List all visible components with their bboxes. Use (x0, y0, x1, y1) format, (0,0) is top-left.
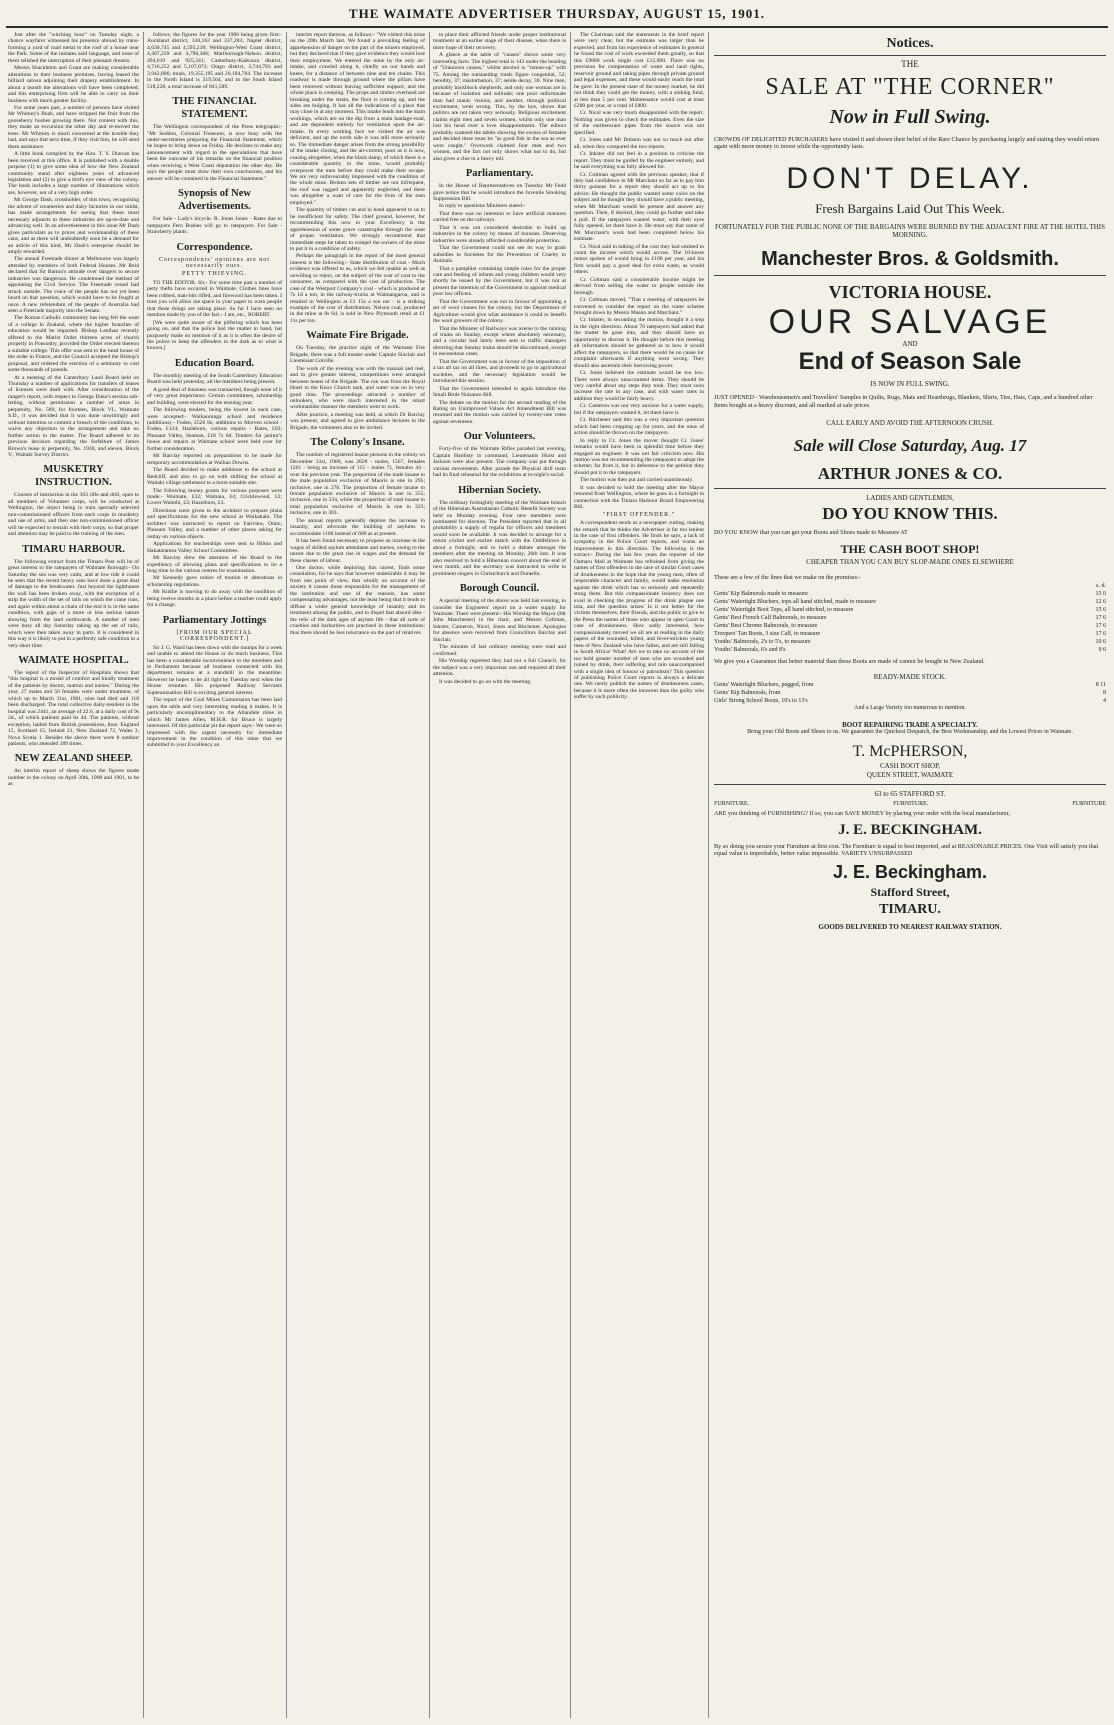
article-paragraph: The motion was then put and carried unanimously. (580, 477, 694, 484)
article-heading: Parliamentary. (465, 168, 534, 180)
and-word: AND (902, 339, 918, 348)
furniture-word: FURNITURE. (714, 800, 750, 807)
price-value: 17 6 (1095, 630, 1106, 637)
column-3 (290, 32, 425, 1718)
price-item: Gents' Best Chrome Balmorals, to measure (714, 622, 818, 629)
column-divider (708, 32, 709, 1718)
article-paragraph: That the Minister of Railways was averse to the running of trains on Sunday, except where absolutely necessary, and a circular had lately been sent to traffic managers directing that Sunday trains should be discontinued, except in necessitous cases. (433, 325, 566, 358)
article-heading: Our Volunteers. (463, 431, 536, 443)
article-paragraph: After practice, a meeting was held, at which Dr Barclay was present, and agreed to give ambulance lectures to the Brigade, the volunteers also to be invited. (290, 411, 425, 431)
article-paragraph: Sir J. G. Ward has been down with the mumps for a week and unable to attend the House or do much business. This has been a considerable inconvenience to the members and to Parliament because all business connected with his department remains at a standstill in the meantime. However he hopes to be all right by Tuesday next when the House resumes. His proposed Railway Servants Superannuation Bill is exciting general interest. (147, 644, 282, 696)
article-paragraph: Cr. Coltman agreed with the previous speaker, that if they had confidence in Mr Marchant so far as to pay him thirty guineas for a report they should act up to his advice. He thought the public wanted some voice on the subject and he thought they should have a public meeting, when Mr Marchant would be present and answer any question. Then, if desired, they could go further and take a poll. If the ratepayers wanted water, with their eyes fully opened, let them have it. He must say that some of Mr Marchant's work had been completed below his estimate. (574, 171, 704, 243)
fortunate-text: FORTUNATELY FOR THE PUBLIC NONE OF THE BARGAINS WERE BURNED BY THE ADJACENT FIRE AT THE HOTEL THIS MORNING. (714, 222, 1106, 240)
price-row (714, 614, 1106, 622)
cash-boot-shop: THE CASH BOOT SHOP! (840, 541, 980, 556)
article-paragraph: An interim report of sheep shows the figures made number in the colony on April 30th, 1900 and 1901, to be as (8, 768, 139, 788)
article-paragraph: For Sale - Lady's bicycle. R. Jones Jones - Rates due to ratepayers Fern Bushes will go to ratepayers. For Sale - Strawberry plants. (147, 216, 282, 236)
price-value: 12 6 (1095, 598, 1106, 605)
price-value: 4 (1103, 698, 1106, 705)
article-paragraph: interim report thereon, as follows:- "We visited this mine on the 20th March last. We found a prevailing feeling of apprehension of danger on the part of the miners employed, but they declared that if they gave evidence they would lose their employment. We entered the mine by the only air-intake, and crawled along it, chiefly on our hands and knees, for a distance of between nine and ten chains. This roadway is made through ground where the pillars have been removed without leaving sufficient support, and the whole place is creeping. The props and timber overhead are breaking under the strain, the floor is coming up, and the sides are bulging. It has all the indications of a place that may close in at any moment. This intake leads into the main workings, which are on the dip from a main haulage-road, and are dependent entirely for ventilation upon the air-intake. In every working face we visited the air was deficient, and up the north side it was still more seriously so. The immediate danger arises from the strong possibility of the intake closing, and the air-current, poor as it is now, ceasing altogether, when the black damp, of which there is a considerable quantity in the mine, would probably overpower the men before they could make their escape. We are very unfavourably impressed with the condition of the whole mine. Broken sets of timber are not infrequent, the roof was ragged and apparently neglected, and there was altogether a want of care for the lives of the men employed." (290, 32, 425, 206)
article-paragraph: One doctor, while deploring this unrest, finds some consolation, for he says that however undesirable it may be from one point of view, that wholly on account of the anxiety it causes those responsible for the management of the institution and one of the reasons, has some compensating advantages, not the least being that it tends to diffuse a wider general knowledge of insanity and its treatment among the public, and to dispel that absurd idea - the relic of the dark ages of asylum life - that all sorts of cruelties and barbarities are practised in these institutions; thus there should be less reluctance on the part of relatives (290, 564, 425, 636)
price-item: Gents' Kip Balmorals made to measure (714, 590, 808, 597)
article-paragraph: Mr Barclay reported on preparations to be made for temporary accommodation at Waihao Downs. (147, 453, 282, 466)
corner-swing: Now in Full Swing. (829, 106, 991, 129)
article-paragraph: It was decided to hold the meeting after the Mayor returned from Wellington, where he goes in a fortnight in connection with the Timaru Harbour Board Empowering Bill. (574, 484, 704, 511)
ladies-gentlemen: LADIES AND GENTLEMEN, (866, 494, 954, 503)
arthur-jones: ARTHUR JONES & CO. (817, 464, 1003, 484)
article-paragraph: Messrs Shackleton and Grant are making considerable alterations to their business premises, having leased the billiard saloon adjoining their drapery establishment. In about a month the alterations will have been completed, and this enterprising firm will be able to carry on their business with much greater facility. (8, 65, 139, 104)
price-value: 15 6 (1095, 606, 1106, 613)
article-paragraph: The following money grants for various purposes were made:- Waimate, £32; Waituna, £4; Cricklewood, £2; Lower Waitohi, £3; Hazelburn, £3. (147, 487, 282, 507)
mcpherson-address: QUEEN STREET, WAIMATE (866, 770, 954, 779)
price-row (714, 590, 1106, 598)
article-paragraph: On Tuesday, the practice night of the Waimate Fire Brigade, there was a full muster under Captain Sinclair and Lieutenant Colville. (290, 345, 425, 365)
column-1 (8, 32, 139, 1718)
article-paragraph: Mr Barclay drew the attention of the Board to the expediency of allowing plans and specifications to lie a long time in the various centres for examination. (147, 555, 282, 574)
price-row (714, 646, 1106, 654)
article-paragraph: The ordinary fortnightly meeting of the Waimate branch of the Hibernian Australasian Catholic Benefit Society was held on Monday evening. Four new members were nominated for election. The President reported that in all probability a supply of regalia for officers and members would soon be available. It was decided to arrange for a return cricket and euchre match with the Oddfellows in about a fortnight, and to hold a debate amongst the members after the meeting on Monday, 26th inst. It was also resolved to hold a Hibernian concert about the end of next month, and the secretary was instructed to write to prominent singers in Christchurch and Dunedin. (433, 499, 566, 577)
just-opened-text: JUST OPENED - Warehousemen's and Travellers' Samples in Quilts, Rugs, Mats and Hearthrugs, Blankets, Shirts, Ties, Hats, Caps, and a hundred other Items bought at a heavy discount, and all marked at sale prices. (714, 394, 1093, 409)
article-heading: WAIMATE HOSPITAL. (18, 654, 129, 666)
article-paragraph: [We were quite aware of the pilfering which has been going on, and that the police had the matter in hand, but purposely made no mention of it as it is often the desire of the police to keep the offenders in the dark as to what is known.] (147, 319, 282, 352)
article-paragraph: Cr. Nicol said in talking of the cost they had omitted to count the income which would accrue. The 10-horse motor spoken of would bring in £100 per year, and his firm would pay a good deal for extra water, as would others. (574, 243, 704, 276)
article-subheading: Correspondents' opinions are not necessarily ours. (159, 256, 270, 269)
article-paragraph: The quantity of timber cut and in hand appeared to us to be insufficient for safety. The chief ground, however, for recommending this now to your Excellency is the apprehension of some grave catastrophe through the want of proper ventilation. We strongly recommend that immediate steps be taken to compel the owners of the mine to put it in a condition of safety. (290, 207, 425, 252)
beckingham-name: J. E. BECKINGHAM. (838, 821, 982, 838)
column-divider (570, 32, 571, 1718)
article-paragraph: Cr. Cameron was not very anxious for a water supply, but if the ratepayers wanted it, let them have it. (574, 403, 704, 416)
lines-intro: These are a few of the lines that we make on the premises:- (714, 574, 861, 582)
stafford-address: 63 to 65 STAFFORD ST. (874, 790, 946, 799)
column-2 (147, 32, 282, 1718)
corner-crowds-text: CROWDS OF DELIGHTED PURCHASERS have visited it and shown their belief of the Rare Chance by purchasing largely and stating they would return again with more money to invest while the opportunity lasts. (714, 136, 1100, 151)
call-early: CALL EARLY AND AVOID THE AFTERNOON CRUSH. (826, 418, 994, 427)
article-paragraph: The debate on the motion for the second reading of the Rating on Unimproved Values Act Amendment Bill was resumed and the motion was carried by twenty-one votes against seventeen. (433, 399, 566, 425)
manchester-name: Manchester Bros. & Goldsmith. (761, 247, 1059, 270)
corner-sale-heading: SALE AT "THE CORNER" (765, 74, 1055, 101)
article-paragraph: Mr Kennedy gave notice of motion re alterations in scholarship regulations. (147, 575, 282, 588)
ready-made-heading: READY-MADE STOCK. (873, 672, 947, 681)
article-paragraph: A correspondent sends us a newspaper cutting, making the remark that he thinks the Advertiser is far too lenient in the case of first offenders. He finds he says, a lack of sympathy in the Police Court reports, and wants an improvement in this direction. The following is the extract:- During the last few years the reporter of the Oamaru Mail at Waimate has refrained from giving the names of first offenders in the case of similar Court cases of drunkenness in the hope that the young men, often of respectable character and family, would make resolution against the drink which has so seriously and repeatedly stung them. But this compassionate leniency does not avail in checking the progress of the drink plague one iota, and the question arises: Is it not better for the victims themselves, their friends, and the public to give to the Press the names of those who appear in open Court in case of drunkenness. How sadly interested, how compassionately moved we all are at reading in the daily papers of the wounded, killed, and fever-stricken young men of New Zealand who have fallen, and are still falling in South Africa! What! Are we to take no account of the too bold greater number of men who are wounded and ruined by drink, their suffering and ruin unaccompanied with a single idea of honour or patriotism? This question of publishing Police Court reports is always a delicate one. We rarely publish the names of drunkenness cases, because it is more often the innocent than the guilty who suffer by such publicity. (574, 520, 704, 701)
bring-boots-text: Bring your Old Boots and Shoes to us. We guarantee the Quickest Despatch, the Best Workmanship, and the Lowest Prices in Waimate. (747, 729, 1073, 736)
article-paragraph: A good deal of business was transacted, though none of it of very great importance. Certain committees, scholarship and building, were elected for the ensuing year. (147, 386, 282, 406)
article-paragraph: In the House of Representatives on Tuesday Mr Fedd gave notice that he would introduce the Juvenile Smoking Suppression Bill. (433, 183, 566, 202)
article-paragraph: to place their afflicted friends under proper institutional treatment at an earlier stage of their disease, when there is more hope of their recovery. (433, 32, 566, 51)
article-paragraph: In reply to Cr. Jones the mover thought Cr. Jones' remarks would have been in splendid time before they engaged an engineer. It was not fair criticism now. His motion was not recommending the ratepayers to adopt the scheme; far from it, but in deference to the petition they should put it to the ratepayers. (574, 437, 704, 476)
price-item: Gents' Watertight Bluchers, pegged, from (714, 682, 814, 689)
article-heading: The Colony's Insane. (310, 437, 405, 449)
article-subheading: PETTY THIEVING. (182, 271, 247, 278)
article-paragraph: The number of registered insane persons in the colony on December 31st, 1900, was 2828 - males, 1567, females 1261 - being an increase of 115 - males 71, females 44 - over the previous year. The proportion of the male insane to the male population exclusive of Maoris is one in 295; inclusive, one in 276. The proportion of female insane to female population exclusive of Maoris is one in 355; inclusive, one in 334, while the proportion of total insane to total population exclusive of Maoris is one in 323; inclusive, one in 303. (290, 452, 425, 517)
article-paragraph: That it was not considered desirable to build up industries in the colony by means of bonuses. Deserving industries were already afforded considerable protection. (433, 224, 566, 244)
article-heading: NEW ZEALAND SHEEP. (14, 753, 133, 765)
article-paragraph: The minutes of last ordinary meeting were read and confirmed. (433, 644, 566, 657)
goods-delivered: GOODS DELIVERED TO NEAREST RAILWAY STATION. (818, 923, 1002, 932)
bargains-line: Fresh Bargains Laid Out This Week. (815, 200, 1005, 216)
article-paragraph: That the Government intended to again introduce the Small Birds Nuisance Bill. (433, 385, 566, 399)
article-paragraph: A little book compiled by the Hon. T. Y. Duncan has been received at this office. It is published with a double purpose (1) to give some idea of how the New Zealand community stand after eighteen years of advanced legislation and (2) to give a bird's eye view of the colony. The book includes a large number of illustrations which are, however, not of a very high order. (8, 151, 139, 196)
beckingham-script: J. E. Beckingham. (832, 862, 988, 883)
article-heading: Parliamentary Jottings (162, 614, 267, 626)
article-paragraph: That there was no intention to have artificial manures carried free on the railways. (433, 210, 566, 224)
article-paragraph: Cr. Jones believed the estimate would be too low. There were always unaccounted items. They should be very careful about any steps they took. They must soon increase the rate in any case, and with water rates in addition they would be fairly heavy. (574, 370, 704, 402)
price-value: 10 6 (1095, 638, 1106, 645)
article-paragraph: In reply to questions Ministers stated:- (439, 203, 526, 210)
end-of-season: End of Season Sale (798, 347, 1022, 375)
article-paragraph: The monthly meeting of the South Canterbury Education Board was held yesterday, all the members being present. (147, 372, 282, 386)
article-paragraph: That the Government was in favour of the imposition of a tax all tax on all lines, and proceeds to go to agricultural societies, and the necessary legislation would be introduced this session. (433, 358, 566, 385)
price-row (714, 630, 1106, 638)
price-item: Gents' Best French Calf Balmorals, to measure (714, 614, 827, 621)
furniture-word: FURNITURE. (893, 800, 929, 807)
furnishing-text: ARE you thinking of FURNISHING? If so, you can SAVE MONEY by placing your order with the local manufacturer, (714, 809, 1011, 817)
article-paragraph: The following tenders, being the lowest in each case, were accepted:- Waihaorunga school and residence (additions) - Foden, £526 8s; additions to Morven school - Foden, £124; Hazleburn, various repairs - Bates, £63; Pleasant Valley, Seaman, £18 7s 6d. Tenders for janitor's house and repairs at Waimate school were held over for further consideration. (147, 407, 282, 452)
article-paragraph: The report of the Inspector of Hospitals shows that "this hospital is a model of comfort and kindly treatment of the patients by doctor, matron and nurses." During the year, 27 males and 56 females were under treatment, of which up to March 31st, 1901, nine had died and 118 been discharged. The total collective daily-resident in the hospital was 2441, an average of 22.6, at a daily cost of 9s 2d., of which patients paid 6s 4d. The patients, without exception, hailed from British possessions, thus: England 15, Scotland 15, Ireland 21, New Zealand 72, Wales 3, Nova Scotia 1. Besides the above there were 8 outdoor patients, who attended 189 times. (8, 669, 139, 747)
price-value: 9 6 (1098, 646, 1106, 653)
price-item: Gents' Watertight Bluchers, tops all hand stitched, made to measure (714, 598, 876, 605)
article-heading: Synopsis of New Advertisements. (178, 188, 251, 213)
price-item: Girls' Strong School Boots, 10's to 13's (714, 698, 808, 705)
column-5 (574, 32, 704, 1718)
article-paragraph: The Roman Catholic community has long felt the want of a college in Zealand, where the higher branches of education would be imparted. Bishop Lenihan recently offered to the Marist Order thirteen acres of church property in Ponsonby, provided the Order erected thereon a suitable college. This offer was sent to the head house of the order in France, and the Council accepted the Bishop's proposal, and ordered the erection of a seminary to cost some thousands of pounds. (8, 315, 139, 374)
article-paragraph: The annual reports generally deplore the increase in insanity, and advocate the building of asylums to accommodate 1100 instead of 600 as at present. (290, 517, 425, 537)
notices-heading: Notices. (886, 36, 934, 51)
article-paragraph: It was decided to go on with the meeting. (439, 678, 532, 685)
do-you-know: DO YOU KNOW THIS. (822, 503, 998, 523)
timaru: TIMARU. (879, 902, 941, 918)
mcpherson-name: T. McPHERSON, (852, 743, 968, 761)
article-paragraph: It has been found necessary to propose an increase in the wages of skilled asylum attendants and nurses, owing to the unrest due to the great rise in wages and the demand for these classes of labour. (290, 538, 425, 564)
guarantee-text: We give you a Guarantee that better material than these Boots are made of cannot be bought in New Zealand. (714, 657, 985, 665)
in-full-swing: IS NOW IN FULL SWING. (870, 379, 950, 388)
article-paragraph: The work of the evening was with the manual and reel, and to give greater interest, competitions were arranged between teams of the Brigade. The run was from the Royal Hotel to the Knox Church tank, and water was on in very good time. The proceedings attracted a number of onlookers, who were much interested in the smart workmanlike manner the members went to work. (290, 365, 425, 411)
article-paragraph: Cr. Nicol was very much disappointed with the report. Nothing was given to check the estimates. Even the size of the earthenware pipes from the source was not specified. (574, 110, 704, 136)
column-divider (429, 32, 430, 1718)
repairing-heading: BOOT REPAIRING TRADE A SPECIALTY. (842, 720, 978, 729)
article-paragraph: A special meeting of the above was held last evening, to consider the Engineers' report on a water supply for Waimate. There were present:- His Worship the Mayor (Mr John Manchester) in the chair, and Messrs Coltman, Inkster, Cameron, Nicol, Jones and Bitchener. Apologies for absence were received from Councillors Barclay and Sinclair. (433, 598, 566, 643)
price-item: Gents' Kip Balmorals, from (714, 690, 781, 697)
article-paragraph: The Chairman said the statements in the brief report were very clear, but the estimate was larger than he expected, and from his experience of estimates in general he found the cost of work exceeded them greatly, so that this £9800 work might cost £12,000. There was no provision for compensation of water and land rights, reservoir ground and taking pipes through private ground and legal expenses, and these would easily reach the total he gave. In the present state of the money market, he did not think they could get the money, with a sinking fund, at less than 5 per cent. Maintenance would cost at least £200 per year, or a total of £800. (574, 32, 704, 109)
ad-divider (714, 55, 1106, 56)
article-heading: MUSKETRY INSTRUCTION. (35, 464, 112, 489)
price-item: Troopers' Tan Boots, 3 size Calf, to measure (714, 630, 821, 637)
article-paragraph: follows, the figures for the year 1900 being given first:- Auckland district, 330,162 and 337,203; Napier district, 4,630,745 and 4,593,218; Wellington-West Coast district, 4,407,239 and 4,790,366; Marlborough-Nelson district, 494,610 and 925,341; Canterbury-Kaikoura district, 4,716,252 and 5,107,073; Otago district, 3,744,783 and 3,942,806; totals, 19,355,195 and 20,184,784. The increase in the North Island is 319,564, and in the South Island 518,228, a total increase of 841,589. (147, 32, 282, 90)
article-paragraph: TO THE EDITOR. Sir,- For some time past a number of petty thefts have occurred in Waimate. Clothes lines have been robbed, man-bits rifled, and firewood has been taken. I trust you will allow me space in your paper to warn people that these things are taking place. So far I have seen no mention made by you of the fact.- I am, etc., ROBERT. (147, 279, 282, 319)
price-row (714, 638, 1106, 646)
price-row (714, 697, 1106, 705)
mcpherson-sub: CASH BOOT SHOP, (880, 762, 940, 771)
column-divider (143, 32, 144, 1718)
furniture-word: FURNITURE (1072, 800, 1106, 807)
article-heading: Borough Council. (459, 583, 540, 595)
do-you-know-text: DO YOU KNOW that you can get your Boots and Shoes made to Measure AT (714, 528, 908, 536)
masthead: THE WAIMATE ADVERTISER THURSDAY, AUGUST 15, 1901. (348, 6, 766, 21)
article-paragraph: The annual Freetrade dinner at Melbourne was largely attended by members of both Federal Houses. Mr Reid declared that Sir Barton's attitude over dangers to secure industries was dangerous. He condemned the method of appointing the Civil Service. The Freetrade vessel had struck outside. The voice of the people has not yet been heard on that question, which would have to be fought at once. A new referendum of the people of Australia had seen a Freetrade majority into the Senate. (8, 256, 139, 315)
column-4 (433, 32, 566, 1718)
price-value: 8 11 (1095, 682, 1106, 689)
price-value: 17 6 (1095, 622, 1106, 629)
article-heading: THE FINANCIAL STATEMENT. (172, 96, 257, 121)
article-paragraph: The following extract from the Timaru Post will be of great interest to the ratepayers of Waimate Borough:- On Saturday the sea was very calm, and at low tide it could be seen that the recent heavy seas have done a great deal of damage to the breakwater. Just beyond the lighthouse the wall has been broken away, with the exception of a strip the width of the set of rails on which the crane runs, and again within about a chain of the end it is in the same condition, with gaps of a more or less serious nature showing from the land northwards. A number of men were busy all day Saturday taking up the set of rails, which were then taken away in parts. It is considered in this way it is likely to put in a perfectly safe condition in a very short time. (8, 558, 139, 649)
article-paragraph: That the Government was not in favour of appointing a set of wool classes for the colony, but the Department of Agriculture would give what assistance it could to benefit the wool growers of the colony. (433, 298, 566, 325)
article-paragraph: Applications for teacherships were sent to Hilton and Hakataramea Valley School Committees. (147, 541, 282, 554)
ad-divider (714, 784, 1106, 785)
article-paragraph: Cr. Coltman moved, "That a meeting of ratepayers be convened to consider the report on the water scheme brought down by Messrs Mason and Marchant." (574, 297, 704, 317)
article-paragraph: Mr Kiddie is moving to do away with the condition of being twelve months in a place before a teacher could apply for a change. (147, 589, 282, 609)
price-item: Gents' Watertight Boot Tops, all hand stitched, to measure (714, 606, 854, 613)
article-paragraph: Cr. Coltman said a considerable income might be derived from selling the water to people outside the borough. (574, 276, 704, 296)
price-list (714, 590, 1106, 654)
article-paragraph: Courses of instruction in the 303 rifle and drill, open to all members of Volunteer corps, will be conducted at Wellington, the object being to train specially selected non-commissioned officers from each corps in musketry and use of arms, and then one non-commissioned officer will be expected to remain with their corps, so that proper and attention may be paid to the training of the men. (8, 492, 139, 538)
price-row (714, 681, 1106, 689)
article-paragraph: Cr. Bitchener said this was a very important question which had been cropping up for years, and the onus of action should be thrown on the ratepayers. (574, 417, 704, 437)
article-paragraph: Forty-five of the Waimate Rifles paraded last evening, Captain Hardisty in command, Lieutenants Hurst and Jackson were also present. The company was put through various movements. After parade the Physical drill team had its final rehearsal for the exhibition at to-night's social. (433, 446, 566, 479)
article-subheading: "FIRST OFFENDER." (602, 511, 676, 518)
article-paragraph: The report of the Coal Mines Commission has been laid upon the table and very interesting reading it makes. It is particularly uncomplimentary to the Allandale mine in which Mr James Allen, M.H.R. for Bruce is largely interested. Of this particular pit the report says:- We were so impressed with the urgent necessity for immediate improvement in the condition of this mine that we submitted to your Excellency an (147, 697, 282, 749)
stafford-street: Stafford Street, (870, 885, 950, 900)
article-paragraph: Cr. Inkster did not feel in a position to criticise the report. They must be guided by the engineer entirely, and he said everything was fully allowed for. (574, 151, 704, 171)
article-paragraph: For some years past, a number of persons have visited Mr Whitney's Bush, and have stripped the fruit from the gooseberry bushes growing there. Not content with this, they made an excursion the other day and re-moved the trees. Mr Whitney is much concerned at the trouble they had, and says that next time, if they visit him, he will send them assistance. (8, 104, 139, 150)
article-paragraph: The Board decided to make additions to the school at Redcliff, and also to go on with shifting the school at Waitaki village settlement to a more suitable site. (147, 467, 282, 487)
article-heading: Hibernian Society. (458, 484, 541, 496)
price-value: 8 (1103, 690, 1106, 697)
article-subheading: [FROM OUR SPECIAL CORRESPONDENT.] (176, 629, 253, 643)
our-salvage: OUR SALVAGE (768, 302, 1052, 341)
price-value: 17 6 (1095, 614, 1106, 621)
price-value: 15 0 (1095, 590, 1106, 597)
price-item: Youths' Balmorals, 6's and 8's (714, 646, 786, 653)
column-divider (286, 32, 287, 1718)
article-paragraph: Perhaps the paragraph in the report of the most general interest is the following:- State distribution of coal - Much evidence was offered to us, which we felt unable as well as unwilling to reject, on the subject of the cost of coal to the consumer, as compared with the cost of production. The case of the Westport Company's coal - which is produced at 7s 1d a ton, in the railway-trucks at Waimangaroa, and is retailed in Wellington at £1 15s a ton net - is a striking example of the cost of distribution. Nelson coal, produced in the mine at 8s 6d, is sold in New Plymouth retail at £1 11s per ton. (290, 253, 425, 324)
article-paragraph: Just after the "witching hour" on Tuesday night, a chance wayfarer witnessed his presence abroad by trans-forming a yard of road metal to the roof of a house near the Park. Some of the inmates said language, and none of them relished the interruption of their pleasant dreams. (8, 32, 139, 64)
article-paragraph: Directions were given to the architect to prepare plans and specifications for the new school at Waikakahi. The architect was instructed to report on Fairview, Otaio, Pleasant Valley, and a number of other places asking for outlay on various objects. (147, 507, 282, 540)
price-item: Youths' Balmorals, 2's to 5's, to measure (714, 638, 811, 645)
article-paragraph: Cr. Jones said Mr Dobson was not so much out after all, when they compared the two reports. (574, 137, 704, 150)
victoria-house: VICTORIA HOUSE. (828, 281, 992, 302)
beckingham-text: By so doing you secure your Furniture at first cost. The Furniture is equal to best imported, and at REASONABLE PRICES. One Visit will satisfy you that equal value is improbable, better value impossible. VARIETY UNSURPASSED (714, 842, 1099, 858)
article-heading: Waimate Fire Brigade. (306, 330, 409, 342)
article-paragraph: At a meeting of the Canterbury Land Board held on Thursday a number of applications for transfers of leases of licenses were dealt with. After consideration of the ranger's report, with respect to George Duke's section sub-letting, without permission a number of areas in perpetuity, No. 589, for fourteen, Block VI., Waimate S.D., it was decided that it was done unwittingly and without intention to commit a breach of the conditions, to waive any objection to the arrangement and take no further action in the matter. The Board adhered to its previous decision regarding the forfeiture of James Brown's lease in perpetuity, No. 1938, and eleven, Block V., Waitaki Survey District. (8, 374, 139, 458)
price-row (714, 606, 1106, 614)
price-header: s. d. (1096, 582, 1106, 589)
ad-divider (714, 488, 1106, 489)
article-paragraph: The Wellington correspondent of the Press telegraphs:- "Mr Seddon, Colonial Treasurer, is now busy with the under-secretaries preparing the Financial Statement, which he hopes to bring down on Friday. He declines to make any announcement with regard to the speculations that have been the outcome of his remarks on the financial position when receiving a West Coast deputation the other day. He says the people must draw their own conclusions, and his answer will be contained in the Financial Statement." (147, 124, 282, 182)
masthead-rule (6, 26, 1108, 28)
large-variety: And a Large Variety too numerous to mention. (854, 705, 966, 712)
article-paragraph: A glance at the table of "causes" shows some very interesting facts. The highest total is 143 under the heading of "Unknown causes," whilst alcohol is "runner-up" with 75. Among the outstanding totals figure congenital, 52; heredity, 37; masturbation, 37; senile decay, 30. Nine men, probably backblock shepherds, and only one woman are in because of isolation and solitude; one poor unfortunate man had manic visions, and another, through political excitement, went wrong. This, by the bye, shows that politics are not taken very seriously. Religious excitement claims eight men and seven women, whilst only one man lost his head over a love disappointment. The editors probably scanned the tables showing the excess of females and decided there must be "as good fish in the sea as ever were caught." Overwork claimed four men and two women, and the fact not only shows what not to do, but also gives a clue to a heavy toll. (433, 52, 566, 162)
article-heading: TIMARU HARBOUR. (22, 543, 125, 555)
article-paragraph: That the Government could not see its way to grant subsidies to Societies for the Prevention of Cruelty to Animals. (433, 245, 566, 265)
dont-delay-heading: DON'T DELAY. (786, 161, 1034, 195)
ready-made-list (714, 681, 1106, 705)
article-paragraph: That a pamphlet containing simple rules for the proper care and feeding of infants and young children would very shortly be issued by the Government, but it was not at present the intention of the Government to appoint medical poor law officers. (433, 265, 566, 298)
article-paragraph: Cr. Inkster, in seconding the motion, thought it a step in the right direction. About 70 ratepayers had asked that the matter be gone into, and they should have an opportunity to discuss it. He thought before this meeting all information should be gathered as to how it would affect the ratepayers, so that there would be no cause for complaint afterwards if anything went wrong. They should also ascertain their borrowing power. (574, 317, 704, 369)
article-heading: Education Board. (174, 357, 255, 369)
price-row (714, 598, 1106, 606)
notices-column (714, 32, 1106, 1718)
furniture-words (714, 801, 1106, 808)
sale-close: Sale will Close Saturday, Aug. 17 (793, 436, 1027, 456)
corner-the: THE (901, 59, 919, 69)
article-paragraph: His Worship regretted they had not a full Council, for the subject was a very important one and required all their attention. (433, 658, 566, 678)
ad-divider (714, 275, 1106, 276)
price-row (714, 689, 1106, 697)
price-row (714, 622, 1106, 630)
article-paragraph: Mr George Dash, crossholder, of this town, recognising the advent of creameries and dairy factories in our midst, has made arrangements for seeing that these most necessary adjuncts to these industries are up-to-date and advancing well. In an advertisement in this issue Mr Dash gives particulars as to prices and workmanship of these cans, and as there will undoubtedly soon be a demand for an article of this kind, Mr Dash's enterprise should be amply rewarded. (8, 197, 139, 255)
cheaper-line: CHEAPER THAN YOU CAN BUY SLOP-MADE ONES ELSEWHERE (806, 557, 1014, 566)
article-heading: Correspondence. (176, 241, 253, 253)
